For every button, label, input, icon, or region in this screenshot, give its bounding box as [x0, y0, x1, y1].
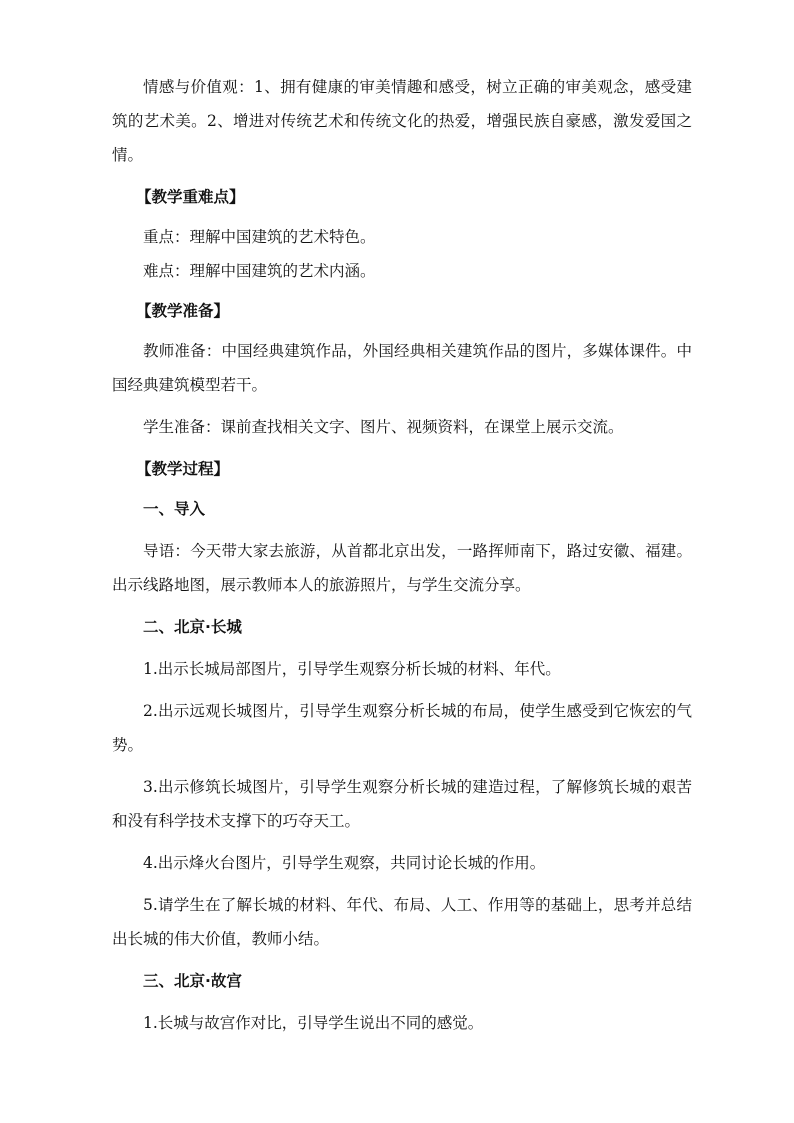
- intro-paragraph: 导语：今天带大家去旅游，从首都北京出发，一路挥师南下，路过安徽、福建。出示线路地图，展示教师本人的旅游照片，与学生交流分享。: [112, 542, 692, 594]
- values-paragraph: 情感与价值观：1、拥有健康的审美情趣和感受，树立正确的审美观念，感受建筑的艺术美。2、增进对传统艺术和传统文化的热爱，增强民族自豪感，激发爱国之情。: [112, 78, 692, 164]
- heading-process: 【教学过程】: [136, 460, 230, 478]
- great-wall-item-1: 1.出示长城局部图片，引导学生观察分析长城的材料、年代。: [143, 660, 561, 678]
- section-forbidden-city: 三、北京·故宫: [143, 972, 242, 990]
- great-wall-item-5: 5.请学生在了解长城的材料、年代、布局、人工、作用等的基础上，思考并总结出长城的伟大价值，教师小结。: [112, 896, 692, 948]
- difficult-point-paragraph: 难点：理解中国建筑的艺术内涵。: [143, 262, 376, 280]
- student-prep-paragraph: 学生准备：课前查找相关文字、图片、视频资料，在课堂上展示交流。: [143, 418, 624, 436]
- document-page: [112, 70, 692, 1040]
- heading-preparation: 【教学准备】: [136, 302, 230, 320]
- teacher-prep-paragraph: 教师准备：中国经典建筑作品，外国经典相关建筑作品的图片，多媒体课件。中国经典建筑模型若干。: [112, 342, 692, 394]
- great-wall-item-3: 3.出示修筑长城图片，引导学生观察分析长城的建造过程，了解修筑长城的艰苦和没有科学技术支撑下的巧夺天工。: [112, 778, 692, 830]
- great-wall-item-2: 2.出示远观长城图片，引导学生观察分析长城的布局，使学生感受到它恢宏的气势。: [112, 702, 692, 754]
- forbidden-city-item-1: 1.长城与故宫作对比，引导学生说出不同的感觉。: [143, 1014, 484, 1032]
- great-wall-item-4: 4.出示烽火台图片，引导学生观察，共同讨论长城的作用。: [143, 854, 546, 872]
- key-point-paragraph: 重点：理解中国建筑的艺术特色。: [143, 228, 376, 246]
- section-great-wall: 二、北京·长城: [143, 618, 242, 636]
- heading-difficulty: 【教学重难点】: [136, 188, 245, 206]
- section-intro: 一、导入: [143, 500, 206, 518]
